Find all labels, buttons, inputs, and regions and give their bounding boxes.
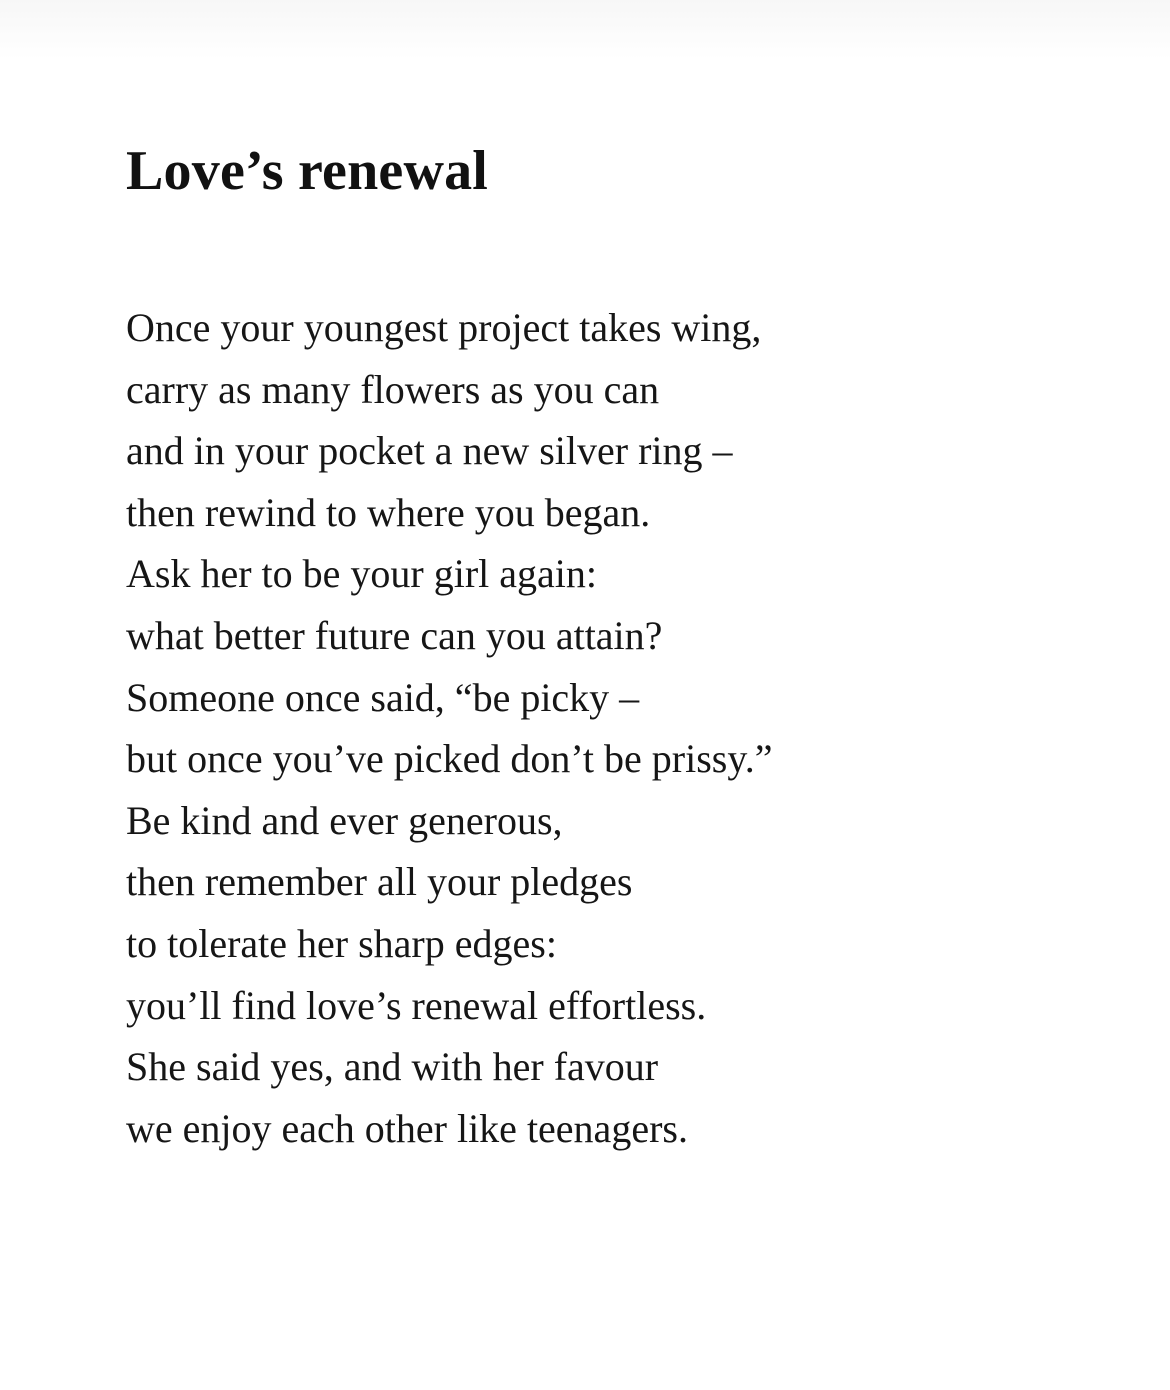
poem-line: then rewind to where you began. xyxy=(126,489,651,535)
poem-line: you’ll find love’s renewal effortless. xyxy=(126,982,707,1028)
poem-body xyxy=(126,297,773,1159)
poem-line: Ask her to be your girl again: xyxy=(126,551,597,597)
poem-line: but once you’ve picked don’t be prissy.” xyxy=(126,736,773,782)
poem-line: carry as many flowers as you can xyxy=(126,366,660,412)
poem-line: and in your pocket a new silver ring – xyxy=(126,428,733,474)
poem-line: what better future can you attain? xyxy=(126,612,663,658)
poem-line: Someone once said, “be picky – xyxy=(126,674,640,720)
top-edge-shadow xyxy=(0,0,1170,60)
poem-line: She said yes, and with her favour xyxy=(126,1044,659,1090)
poem-line: to tolerate her sharp edges: xyxy=(126,920,557,966)
poem-line: Once your youngest project takes wing, xyxy=(126,305,762,350)
poem-line: we enjoy each other like teenagers. xyxy=(126,1105,688,1151)
poem-title: Love’s renewal xyxy=(126,140,489,202)
poem-line: Be kind and ever generous, xyxy=(126,797,563,843)
poem-line: then remember all your pledges xyxy=(126,859,633,905)
